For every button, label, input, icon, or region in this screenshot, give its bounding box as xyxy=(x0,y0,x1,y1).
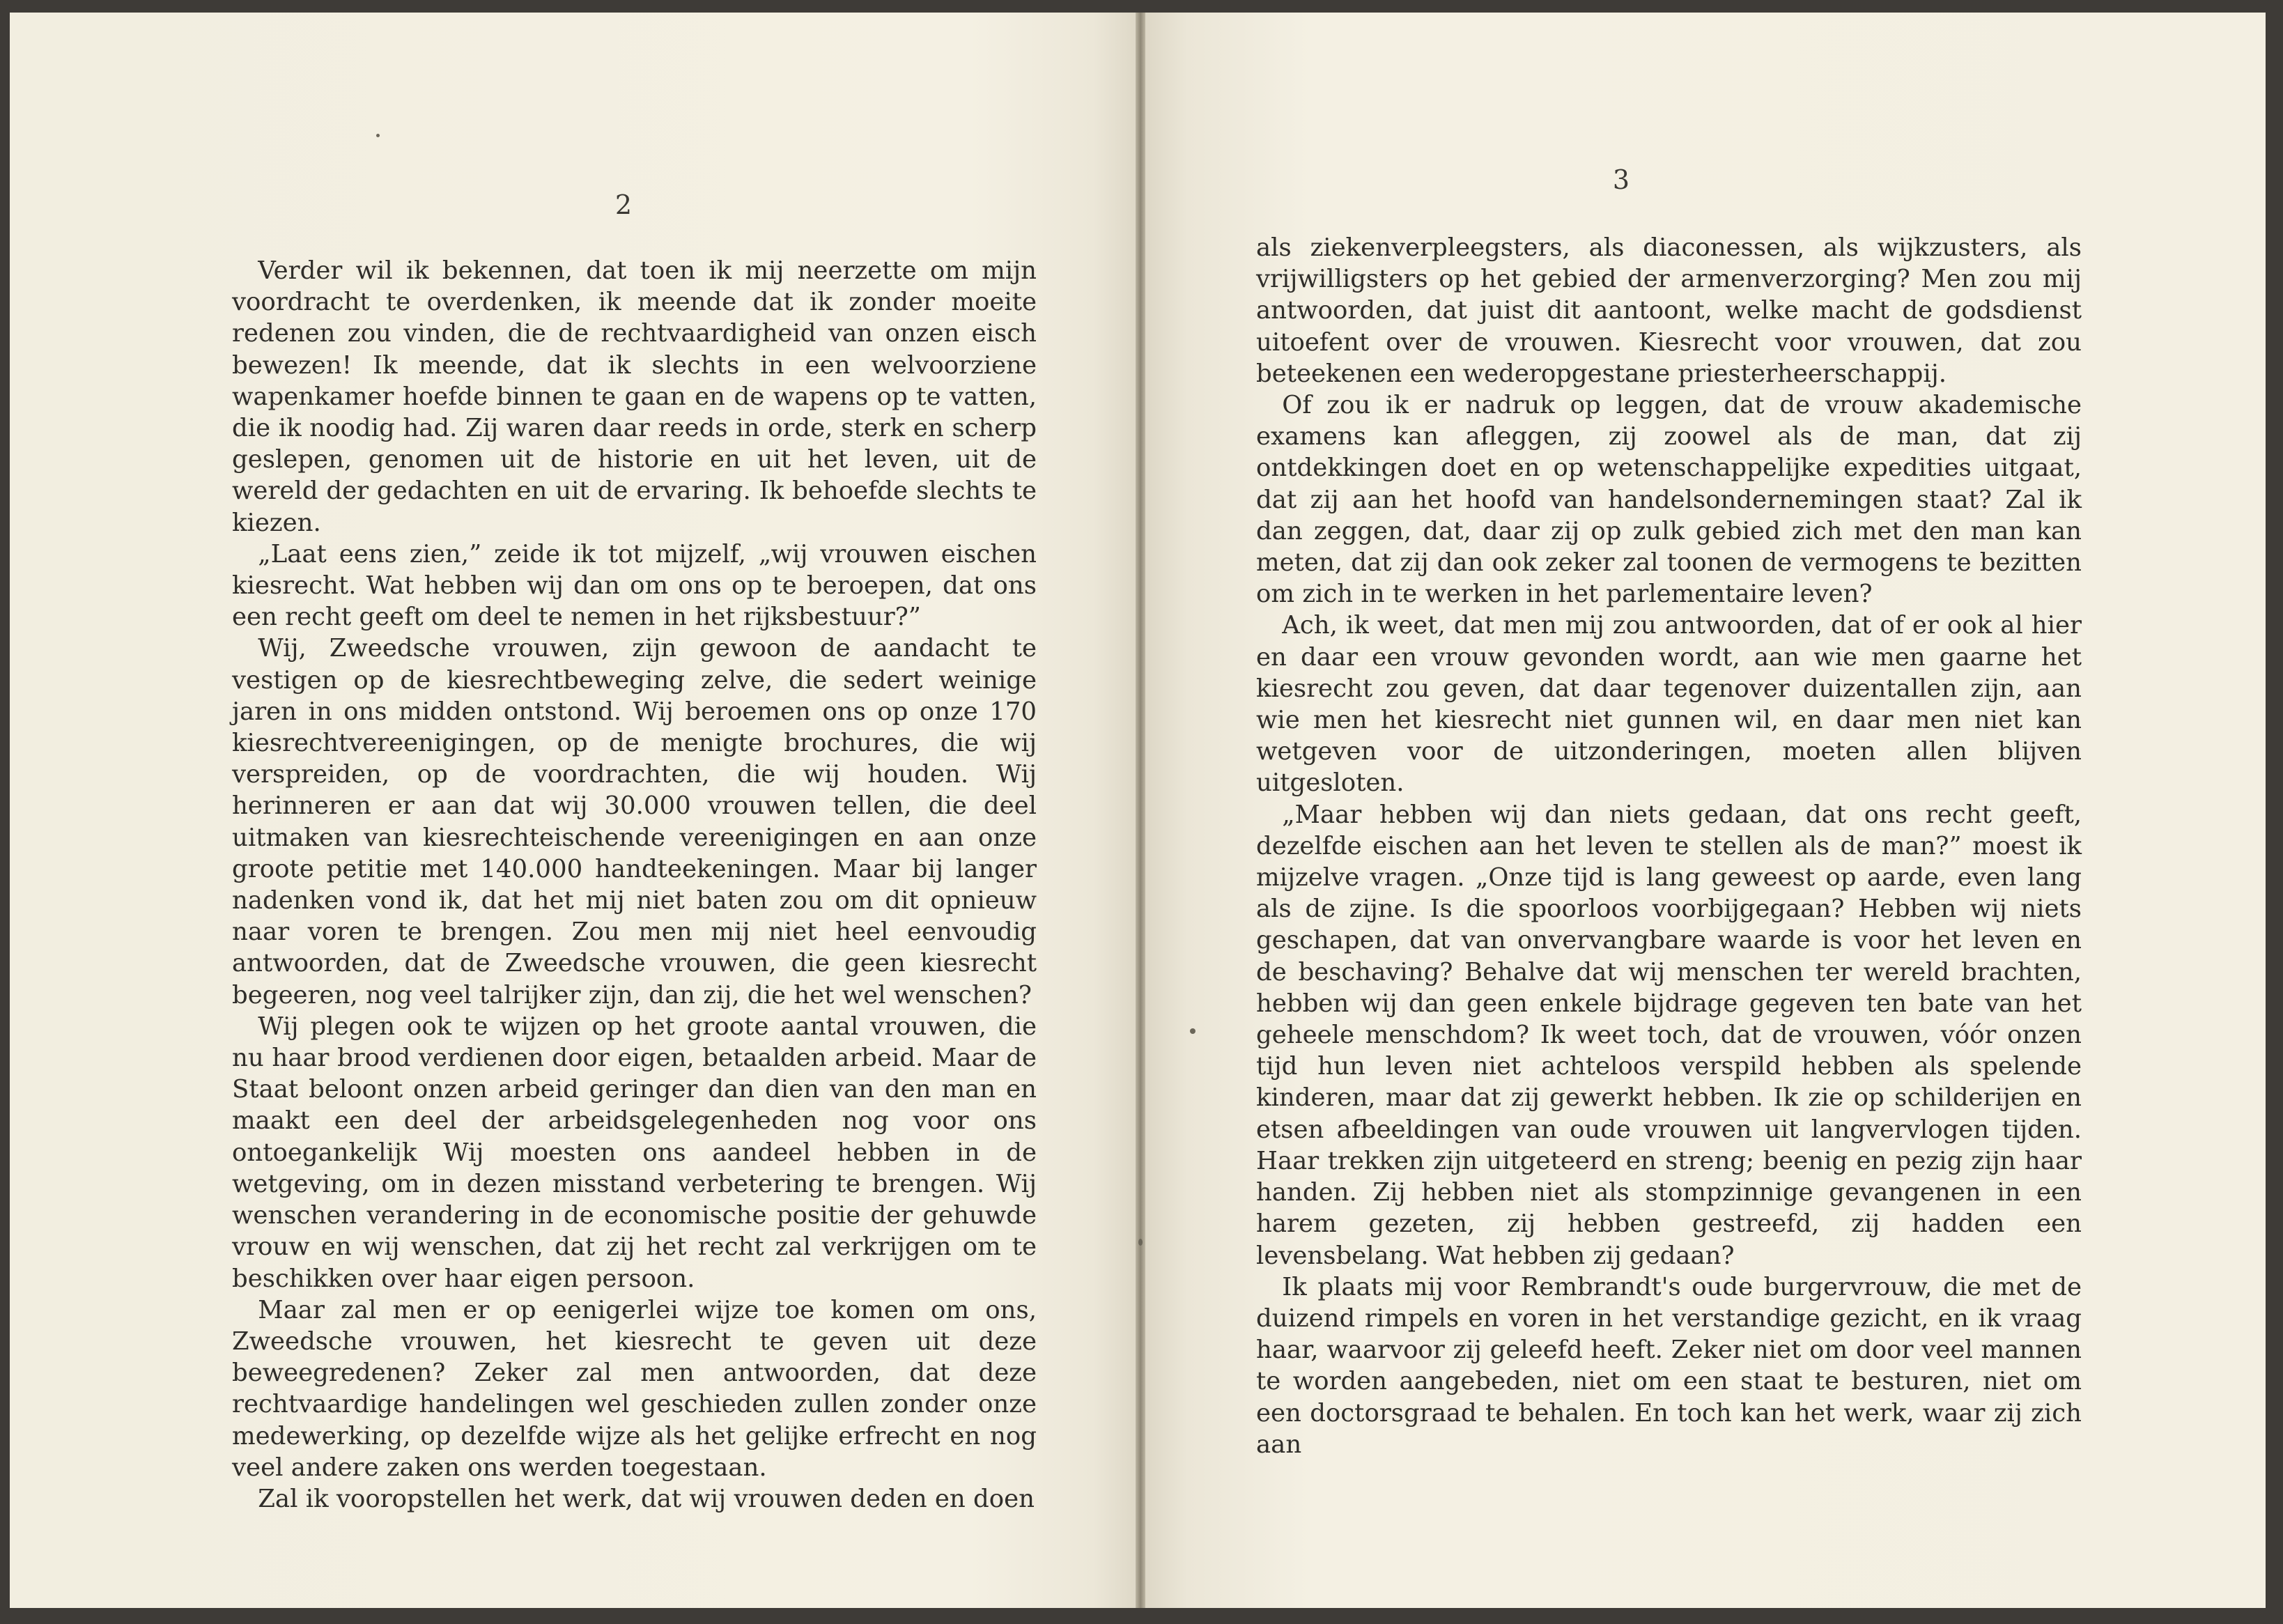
paper-speck xyxy=(1138,1239,1143,1246)
paragraph: Ik plaats mij voor Rembrandt's oude burgervrouw, die met de duizend rimpels en voren in het verstandige gezicht, en ik vraag haar, waarvoor zij geleefd heeft. Zeker niet om door veel mannen te worden aangebeden, niet om een staat te besturen, niet om een doctorsgraad te behalen. En toch kan het werk, waar zij zich aan xyxy=(1256,1272,2082,1459)
paragraph: Wij, Zweedsche vrouwen, zijn gewoon de aandacht te vestigen op de kiesrechtbeweging zelve, die sedert weinige jaren in ons midden ontstond. Wij beroemen ons op onze 170 kiesrechtvereenigingen, op de menigte brochures, die wij verspreiden, op de voordrachten, die wij houden. Wij herinneren er aan dat wij 30.000 vrouwen tellen, die deel uitmaken van kiesrechteischende vereenigingen en aan onze groote petitie met 140.000 handteekeningen. Maar bij langer nadenken vond ik, dat het mij niet baten zou om dit opnieuw naar voren te brengen. Zou men mij niet heel eenvoudig antwoorden, dat de Zweedsche vrouwen, die geen kiesrecht begeeren, nog veel talrijker zijn, dan zij, die het wel wenschen? xyxy=(232,634,1037,1010)
paragraph: Wij plegen ook te wijzen op het groote aantal vrouwen, die nu haar brood verdienen door eigen, betaalden arbeid. Maar de Staat beloont onzen arbeid geringer dan dien van den man en maakt een deel der arbeidsgelegenheden nog voor ons ontoegankelijk Wij moesten ons aandeel hebben in de wetgeving, om in dezen misstand verbetering te brengen. Wij wenschen verandering in de economische positie der gehuwde vrouw en wij wenschen, dat zij het recht zal verkrijgen om te beschikken over haar eigen persoon. xyxy=(232,1012,1037,1293)
paragraph: als ziekenverpleegsters, als diaconessen, als wijkzusters, als vrijwilligsters op het gebied der armenverzorging? Men zou mij antwoorden, dat juist dit aantoont, welke macht de godsdienst uitoefent over de vrouwen. Kiesrecht voor vrouwen, dat zou beteekenen een wederopgestane priesterheerschappij. xyxy=(1256,233,2082,388)
paragraph: „Laat eens zien,” zeide ik tot mijzelf, „wij vrouwen eischen kiesrecht. Wat hebben wij dan om ons op te beroepen, dat ons een recht geeft om deel te nemen in het rijksbestuur?” xyxy=(232,539,1037,632)
paragraph: Verder wil ik bekennen, dat toen ik mij neerzette om mijn voordracht te overdenken, ik meende dat ik zonder moeite redenen zou vinden, die de rechtvaardigheid van onzen eisch bewezen! Ik meende, dat ik slechts in een welvoorziene wapenkamer hoefde binnen te gaan en de wapens op te vatten, die ik noodig had. Zij waren daar reeds in orde, sterk en scherp geslepen, genomen uit de historie en uit het leven, uit de wereld der gedachten en uit de ervaring. Ik behoefde slechts te kiezen. xyxy=(232,256,1037,537)
right-page-number: 3 xyxy=(1612,164,1630,195)
book-gutter xyxy=(1136,13,1145,1608)
paper-speck xyxy=(1190,1028,1195,1034)
right-page-text xyxy=(1256,232,2082,1460)
paragraph: Of zou ik er nadruk op leggen, dat de vrouw akademische examens kan afleggen, zij zoowel als de man, dat zij ontdekkingen doet en op wetenschappelijke expedities uitgaat, dat zij aan het hoofd van handelsondernemingen staat? Zal ik dan zeggen, dat, daar zij op zulk gebied zich met den man kan meten, dat zij dan ook zeker zal toonen de vermogens te bezitten om zich in te werken in het parlementaire leven? xyxy=(1256,391,2082,609)
paragraph: Zal ik vooropstellen het werk, dat wij vrouwen deden en doen xyxy=(258,1484,1035,1513)
left-page-number: 2 xyxy=(614,190,633,220)
paragraph: Ach, ik weet, dat men mij zou antwoorden, dat of er ook al hier en daar een vrouw gevonden wordt, aan wie men gaarne het kiesrecht zou geven, dat daar tegenover duizentallen zijn, aan wie men het kiesrecht niet gunnen wil, en daar men niet kan wetgeven voor de uitzonderingen, moeten allen blijven uitgesloten. xyxy=(1256,611,2082,798)
left-page-text xyxy=(232,255,1037,1515)
paper-speck xyxy=(376,134,380,137)
paragraph: Maar zal men er op eenigerlei wijze toe komen om ons, Zweedsche vrouwen, het kiesrecht te geven uit deze beweegredenen? Zeker zal men antwoorden, dat deze rechtvaardige handelingen wel geschieden zullen zonder onze medewerking, op dezelfde wijze als het gelijke erfrecht en nog veel andere zaken ons werden toegestaan. xyxy=(232,1295,1037,1482)
paragraph: „Maar hebben wij dan niets gedaan, dat ons recht geeft, dezelfde eischen aan het leven te stellen als de man?” moest ik mijzelve vragen. „Onze tijd is lang geweest op aarde, even lang als de zijne. Is die spoorloos voorbijgegaan? Hebben wij niets geschapen, dat van onvervangbare waarde is voor het leven en de beschaving? Behalve dat wij menschen ter wereld brachten, hebben wij dan geen enkele bijdrage gegeven ten bate van het geheele menschdom? Ik weet toch, dat de vrouwen, vóór onzen tijd hun leven niet achteloos verspild hebben als spelende kinderen, maar dat zij gewerkt hebben. Ik zie op schilderijen en etsen afbeeldingen van oude vrouwen uit langvervlogen tijden. Haar trekken zijn uitgeteerd en streng; beenig en pezig zijn haar handen. Zij hebben niet als stompzinnige gevangenen in een harem gezeten, zij hebben gestreefd, zij hadden een levensbelang. Wat hebben zij gedaan? xyxy=(1256,800,2082,1270)
